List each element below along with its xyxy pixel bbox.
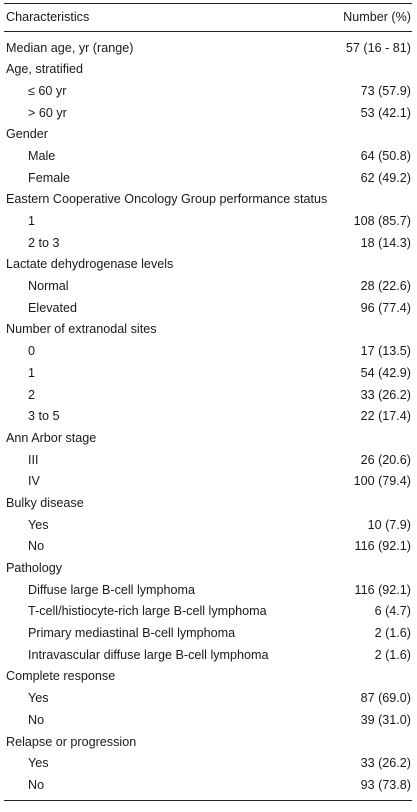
row-value: 100 (79.4) [353, 474, 411, 489]
row-value: 2 (1.6) [374, 647, 411, 662]
row-value: 62 (49.2) [360, 170, 411, 185]
row-label: Complete response [6, 669, 116, 684]
row-value: 116 (92.1) [354, 582, 411, 597]
row-label: Male [28, 148, 56, 163]
row-label: 3 to 5 [28, 409, 60, 424]
table-row [4, 167, 412, 189]
table-row [4, 471, 412, 493]
row-value: 6 (4.7) [374, 604, 411, 619]
table-category-row [4, 492, 412, 514]
table-row [4, 709, 412, 731]
characteristics-table [4, 3, 412, 801]
header-number: Number (%) [343, 10, 411, 25]
table-row [4, 601, 412, 623]
row-value: 22 (17.4) [360, 409, 411, 424]
row-label: Yes [28, 691, 49, 706]
row-value: 54 (42.9) [360, 365, 411, 380]
table-body [4, 37, 412, 796]
row-value: 73 (57.9) [360, 83, 411, 98]
table-bottom-rule [4, 800, 412, 801]
row-value: 18 (14.3) [360, 235, 411, 250]
table-category-row [4, 427, 412, 449]
table-row [4, 341, 412, 363]
row-value: 17 (13.5) [360, 344, 411, 359]
row-label: Eastern Cooperative Oncology Group performance status [6, 192, 328, 207]
row-label: 2 [28, 387, 36, 402]
table-row [4, 80, 412, 102]
table-row [4, 145, 412, 167]
row-label: 1 [28, 365, 36, 380]
table-category-row [4, 59, 412, 81]
row-value: 108 (85.7) [353, 214, 411, 229]
row-label: Intravascular diffuse large B-cell lymphoma [28, 647, 269, 662]
table-row [4, 449, 412, 471]
row-label: 0 [28, 344, 36, 359]
row-label: No [28, 539, 45, 554]
table-row [4, 406, 412, 428]
row-label: 2 to 3 [28, 235, 60, 250]
row-label: Ann Arbor stage [6, 430, 97, 445]
table-row [4, 644, 412, 666]
table-row [4, 514, 412, 536]
table-row [4, 232, 412, 254]
row-label: Normal [28, 279, 69, 294]
row-label: ≤ 60 yr [28, 83, 67, 98]
table-category-row [4, 37, 412, 59]
row-value: 33 (26.2) [360, 387, 411, 402]
row-label: IV [28, 474, 40, 489]
table-row [4, 384, 412, 406]
row-label: Number of extranodal sites [6, 322, 157, 337]
row-label: Median age, yr (range) [6, 40, 134, 55]
table-row [4, 536, 412, 558]
table-category-row [4, 666, 412, 688]
row-value: 87 (69.0) [360, 691, 411, 706]
table-header-row [4, 4, 412, 31]
table-row [4, 774, 412, 796]
row-value: 26 (20.6) [360, 452, 411, 467]
row-value: 64 (50.8) [360, 148, 411, 163]
table-row [4, 579, 412, 601]
header-characteristics: Characteristics [6, 10, 90, 25]
row-value: 57 (16 - 81) [345, 40, 411, 55]
table-category-row [4, 189, 412, 211]
row-label: Pathology [6, 561, 63, 576]
row-label: Elevated [28, 300, 78, 315]
table-header-rule [4, 31, 412, 32]
table-row [4, 102, 412, 124]
table-row [4, 297, 412, 319]
row-value: 96 (77.4) [360, 300, 411, 315]
table-row [4, 362, 412, 384]
table-row [4, 753, 412, 775]
table-category-row [4, 319, 412, 341]
row-value: 116 (92.1) [354, 539, 411, 554]
table-row [4, 688, 412, 710]
row-label: 1 [28, 214, 36, 229]
row-value: 53 (42.1) [360, 105, 411, 120]
row-label: No [28, 712, 45, 727]
row-value: 28 (22.6) [360, 279, 411, 294]
row-label: T-cell/histiocyte-rich large B-cell lymphoma [28, 604, 267, 619]
row-value: 2 (1.6) [374, 626, 411, 641]
row-value: 33 (26.2) [360, 756, 411, 771]
table-category-row [4, 124, 412, 146]
row-label: III [28, 452, 39, 467]
row-label: No [28, 777, 45, 792]
row-value: 93 (73.8) [360, 777, 411, 792]
table-row [4, 623, 412, 645]
row-label: Gender [6, 127, 49, 142]
row-label: Age, stratified [6, 62, 84, 77]
table-row [4, 276, 412, 298]
row-label: > 60 yr [28, 105, 67, 120]
row-label: Primary mediastinal B-cell lymphoma [28, 626, 236, 641]
row-label: Diffuse large B-cell lymphoma [28, 582, 196, 597]
row-label: Female [28, 170, 70, 185]
row-value: 10 (7.9) [367, 517, 411, 532]
row-label: Yes [28, 756, 49, 771]
row-label: Lactate dehydrogenase levels [6, 257, 174, 272]
table-category-row [4, 731, 412, 753]
row-label: Yes [28, 517, 49, 532]
table-row [4, 211, 412, 233]
row-value: 39 (31.0) [360, 712, 411, 727]
row-label: Relapse or progression [6, 734, 137, 749]
table-category-row [4, 558, 412, 580]
table-category-row [4, 254, 412, 276]
row-label: Bulky disease [6, 495, 84, 510]
